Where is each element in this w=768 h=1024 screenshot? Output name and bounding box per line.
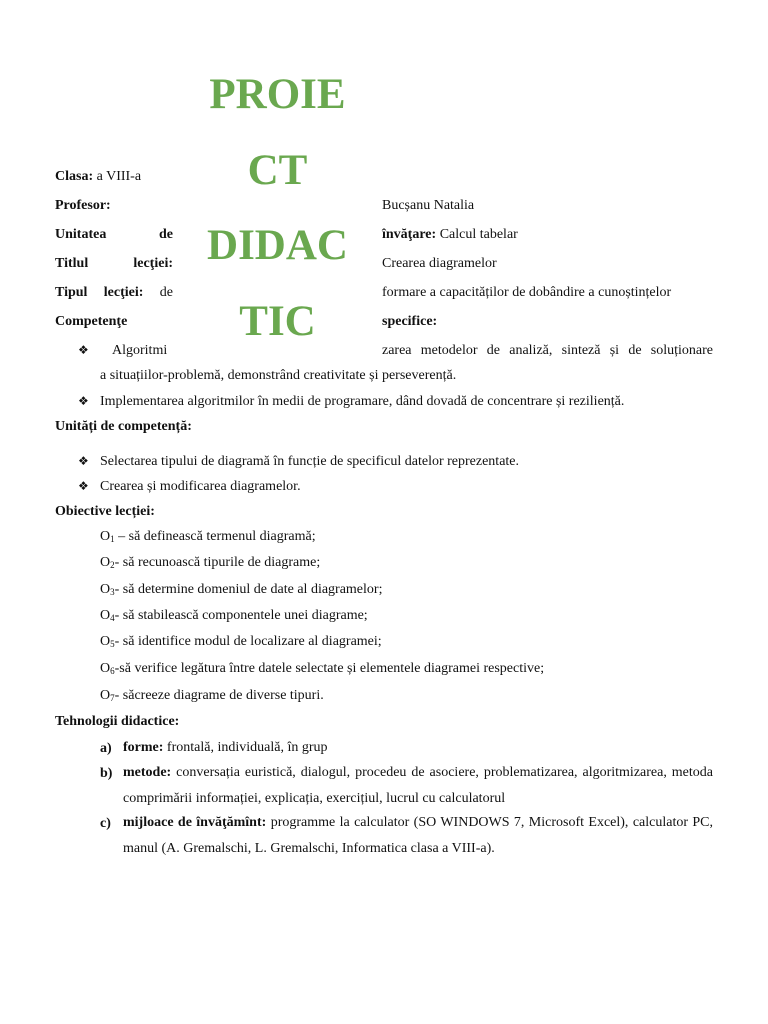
obiectiv-7: $O_7-$ săcreeze diagrame de diverse tipuri. [100, 688, 324, 703]
unitate-item-1: Selectarea tipului de diagramă în funcție de specificul datelor reprezentate. [100, 454, 520, 469]
profesor-value: Bucșanu Natalia [382, 198, 475, 213]
title-line-2: CT [247, 147, 308, 194]
clasa-line [55, 168, 141, 185]
competenta-1-part2: zarea metodelor de analiză, sinteză și de soluționare [382, 343, 713, 358]
invatare-line [382, 226, 518, 243]
obiectiv-4: $O_4-$ să stabilească componentele unei diagrame; [100, 608, 368, 623]
obiective-heading: Obiective lecției: [55, 504, 155, 519]
clasa-label: Clasa: [55, 169, 94, 184]
competenta-2: Implementarea algoritmilor în medii de programare, dând dovadă de concentrare și reziliență. [100, 394, 625, 409]
tipul-value: formare a capacităților de dobândire a cunoștințelor [382, 285, 672, 300]
competente-label: Competenţe [55, 314, 128, 329]
tehnologii-c: mijloace de învăţămînt: programme la calculator (SO WINDOWS 7, Microsoft Excel), calculator PC, manul (A. Gremalschi, L. Gremalschi, Informatica clasa a VIII-a). [123, 815, 714, 856]
title-line-4: TIC [239, 298, 316, 345]
tehnologii-a: forme: frontală, individuală, în grup [123, 740, 328, 755]
obiectiv-3: $O_3-$ să determine domeniul de date al diagramelor; [100, 582, 383, 597]
title-line-3: DIDAC [207, 222, 348, 269]
tehnologii-c-marker: c) [100, 816, 111, 831]
obiectiv-2: $O_2-$ să recunoască tipurile de diagrame; [100, 555, 321, 570]
unitate-item-2: Crearea și modificarea diagramelor. [100, 479, 301, 494]
unitatea-label: Unitatea de [55, 227, 173, 242]
specifice-label: specifice: [382, 314, 438, 329]
tehnologii-b-marker: b) [100, 766, 113, 781]
invatare-label: învăţare: [382, 227, 437, 242]
tehnologii-heading: Tehnologii didactice: [55, 714, 180, 729]
bullet-icon: ❖ [78, 394, 89, 408]
bullet-icon: ❖ [78, 479, 89, 493]
profesor-label: Profesor: [55, 198, 111, 213]
unitati-heading: Unități de competență: [55, 419, 192, 434]
titlul-label: Titlul lecţiei: [55, 256, 173, 271]
obiectiv-5: $O_5-$ să identifice modul de localizare al diagramei; [100, 634, 382, 649]
titlul-value: Crearea diagramelor [382, 256, 497, 271]
clasa-value: a VIII-a [96, 169, 142, 184]
title-line-1: PROIE [209, 71, 346, 118]
tehnologii-b: metode: conversația euristică, dialogul, procedeu de asociere, problematizarea, algoritmizarea, metoda comprimării informației, explicația, exercițiul, lucrul cu calculatorul [123, 765, 714, 806]
bullet-icon: ❖ [78, 343, 89, 357]
tipul-label: Tipul lecţiei: de [55, 285, 173, 300]
competenta-1-continued: a situațiilor-problemă, demonstrând creativitate și perseverență. [100, 368, 457, 383]
obiectiv-6: $O_6-să$ verifice legătura între datele selectate și elementele diagramei respective; [100, 661, 545, 676]
invatare-value: Calcul tabelar [439, 227, 518, 242]
competenta-1-part1: Algoritmi [112, 343, 168, 358]
tehnologii-a-marker: a) [100, 741, 112, 756]
obiectiv-1: $O_1$ – să definească termenul diagramă; [100, 529, 316, 544]
bullet-icon: ❖ [78, 454, 89, 468]
